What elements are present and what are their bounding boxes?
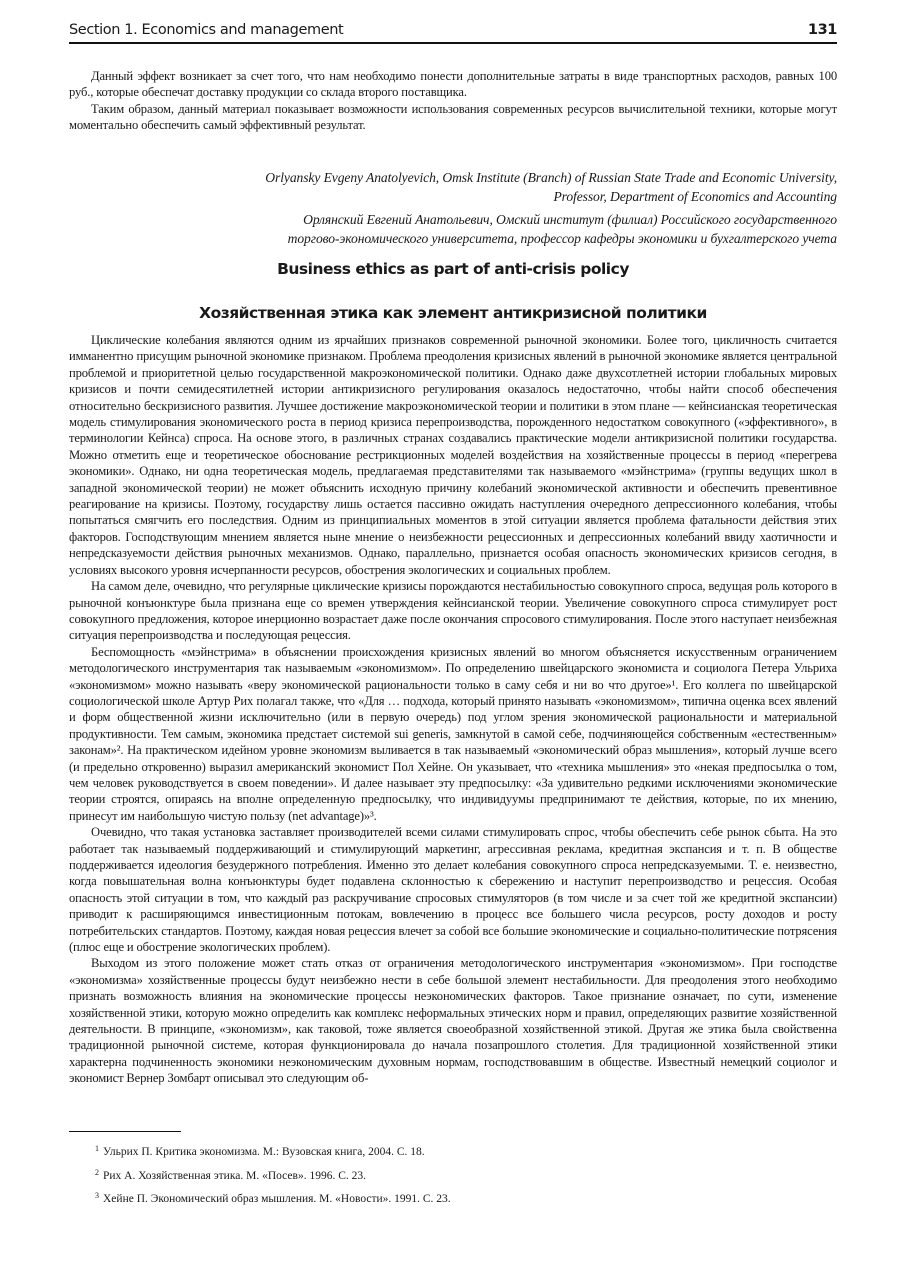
author-en <box>137 168 837 206</box>
footnote-text: Рих А. Хозяйственная этика. М. «Посев». 1996. С. 23. <box>103 1169 366 1182</box>
footnote-number: 2 <box>95 1167 99 1177</box>
footnote <box>95 1163 795 1187</box>
paragraph: На самом деле, очевидно, что регулярные циклические кризисы порождаются нестабильностью совокупного спроса, ведущая роль которого в рыночной конъюнктуре была признана еще со времен утверждения кейнсианской теории. Увеличение совокупного спроса стимулирует рост совокупного предложения, которое инерционно возрастает даже после окончания спросового стимулирования. После этого наступает неизбежная ситуация перепроизводства и последующая рецессия. <box>69 579 837 643</box>
section-title: Section 1. Economics and management <box>69 22 344 38</box>
paragraph: Беспомощность «мэйнстрима» в объяснении происхождения кризисных явлений во многом объясняется искусственным ограничением методологического инструментария так называемым «экономизмом». По определению швейцарского экономиста и социолога Петера Ульриха «экономизмом» можно называть «веру экономической рациональности только в саму себя и ни во что другое»¹. Его коллега по швейцарской социологической школе Артур Рих полагал также, что «Для … подхода, который принято называть «экономизмом», типична оценка всех явлений и форм общественной жизни исключительно (или в первую очередь) под углом зрения экономической рациональности и материальной продуктивности. Тем самым, экономика предстает системой sui generis, замкнутой в самой себе, подчиняющейся собственным «естественным» законам»². На практическом идейном уровне экономизм выливается в так называемый «экономический образ мышления», который лучше всего (и предельно откровенно) выразил американский экономист Пол Хейне. Он указывает, что «техника мышления» это «некая предпосылка о том, чем человек руководствуется в своем поведении». И далее называет эту предпосылку: «За удивительно редкими исключениями экономические теории строятся, опираясь на вполне определенную предпосылку, что индивидуумы предпринимают те действия, которые, по их мнению, принесут им наибольшую чистую пользу (net advantage)»³. <box>69 644 837 823</box>
author-en-line2: Professor, Department of Economics and Accounting <box>553 189 837 204</box>
paragraph: Выходом из этого положение может стать отказ от ограничения методологического инструментария «экономизмом». При господстве «экономизма» хозяйственные процессы будут неизбежно нести в себе большой элемент нестабильности. Для преодоления этого необходимо признать возможность влияния на экономические процессы неэкономических факторов. Такое признание означает, по сути, изменение хозяйственной этики, которую можно определить как комплекс неформальных этических норм и правил, определяющих развитие хозяйственной деятельности. В принципе, «экономизм», как таковой, тоже является своеобразной хозяйственной этикой. Другая же этика была свойственна традиционной рыночной системе, которая функционировала до начала позапрошлого столетия. Для традиционной хозяйственной этики характерна подчиненность экономики неэкономическим духовным нормам, господствовавшим в обществе. Известный немецкий социолог и экономист Вернер Зомбарт описывал это следующим об- <box>69 956 837 1086</box>
paragraph: Таким образом, данный материал показывает возможности использования современных ресурсов вычислительной техники, которые могут моментально обеспечить самый эффективный результат. <box>69 101 837 133</box>
footnote <box>95 1186 795 1210</box>
footnotes <box>95 1139 795 1210</box>
paragraph: Очевидно, что такая установка заставляет производителей всеми силами стимулировать спрос, чтобы обеспечить себе рынок сбыта. На это работает так называемый поддерживающий и стимулирующий маркетинг, агрессивная реклама, кредитная экспансия и т. п. В обществе поддерживается идеология безудержного потребления. Именно это делает колебания совокупного спроса непредсказуемыми. Т. е. неизвестно, когда повышательная волна конъюнктуры будет подавлена склонностью к сбережению и наступит перепроизводство и рецессия. Особая опасность этой ситуации в том, что каждый раз раскручивание спросовых стимуляторов (в том числе и за счет той же кредитной экспансии) приводит к расширяющимся инвестиционным потокам, вовлечению в процесс все большего числа ресурсов, росту доходов и росту потребительских стандартов. Поэтому, каждая новая рецессия влечет за собой все большие экономические и социально-политические потрясения (плюс еще и обострение экологических проблем). <box>69 825 837 955</box>
footnote-divider <box>69 1131 181 1132</box>
article-body <box>69 332 837 1087</box>
author-ru-line1: Орлянский Евгений Анатольевич, Омский институт (филиал) Российского государственного <box>303 212 837 227</box>
article-title-ru: Хозяйственная этика как элемент антикризисной политики <box>199 304 707 322</box>
page-number: 131 <box>807 22 837 38</box>
footnote-text: Хейне П. Экономический образ мышления. М. «Новости». 1991. С. 23. <box>103 1193 451 1205</box>
article-title-en: Business ethics as part of anti-crisis policy <box>277 260 629 278</box>
author-affiliation <box>137 168 837 252</box>
running-head <box>69 22 837 44</box>
footnote-number: 3 <box>95 1191 99 1200</box>
footnote <box>95 1139 795 1163</box>
footnote-text: Ульрих П. Критика экономизма. М.: Вузовская книга, 2004. С. 18. <box>103 1146 425 1158</box>
intro-text <box>69 68 837 134</box>
author-ru-line2: торгово-экономического университета, профессор кафедры экономики и бухгалтерского учета <box>287 231 837 246</box>
author-en-line1: Orlyansky Evgeny Anatolyevich, Omsk Institute (Branch) of Russian State Trade and Economic University, <box>265 170 837 185</box>
footnote-number: 1 <box>95 1144 99 1153</box>
paragraph: Данный эффект возникает за счет того, что нам необходимо понести дополнительные затраты в виде транспортных расходов, равных 100 руб., которые обеспечат доставку продукции со склада второго поставщика. <box>69 69 837 100</box>
paragraph: Циклические колебания являются одним из ярчайших признаков современной рыночной экономики. Более того, цикличность считается имманентно присущим рыночной экономике признаком. Проблема преодоления кризисных явлений в рыночной экономике является центральной проблемой и приоритетной целью государственной макроэкономической политики. Однако даже двухсотлетней истории глобальных мировых кризисов и почти семидесятилетней истории антикризисного регулирования оказалось недостаточно, чтобы найти способ обеспечения относительно бескризисного развития. Лучшее достижение макроэкономической теории и политики в этом плане — кейнсианская теоретическая модель стимулирования экономического роста в период кризиса перепроизводства, порожденного недостатком совокупного («эффективного», в терминологии Кейнса) спроса. На основе этого, в различных странах создавались практические модели антикризисной политики государства. Можно отметить еще и теоретическое обоснование рестрикционных моделей воздействия на хозяйственные процессы в период «перегрева экономики». Однако, ни одна теоретическая модель, предлагаемая представителями так называемого «мэйнстрима» (группы ведущих школ в западной экономической теории) не может объяснить исходную причину колебаний экономической активности и обеспечить превентивное реагирование на кризисы. Поэтому, государству лишь остается пассивно ожидать наступления очередного депрессионного колебания, чтобы попытаться смягчить его последствия. Одним из принципиальных моментов в этой ситуации является проблема фатальности действия этих факторов. Господствующим мнением является ныне мнение о неизбежности рецессионных и депрессионных колебаний ввиду хаотичности и непредсказуемости действия рыночных механизмов. Однако, параллельно, признается особая опасность экономических кризисов сегодня, в условиях высокого уровня исчерпанности ресурсов, обострения экологических и социальных проблем. <box>69 333 837 577</box>
author-ru <box>137 210 837 248</box>
